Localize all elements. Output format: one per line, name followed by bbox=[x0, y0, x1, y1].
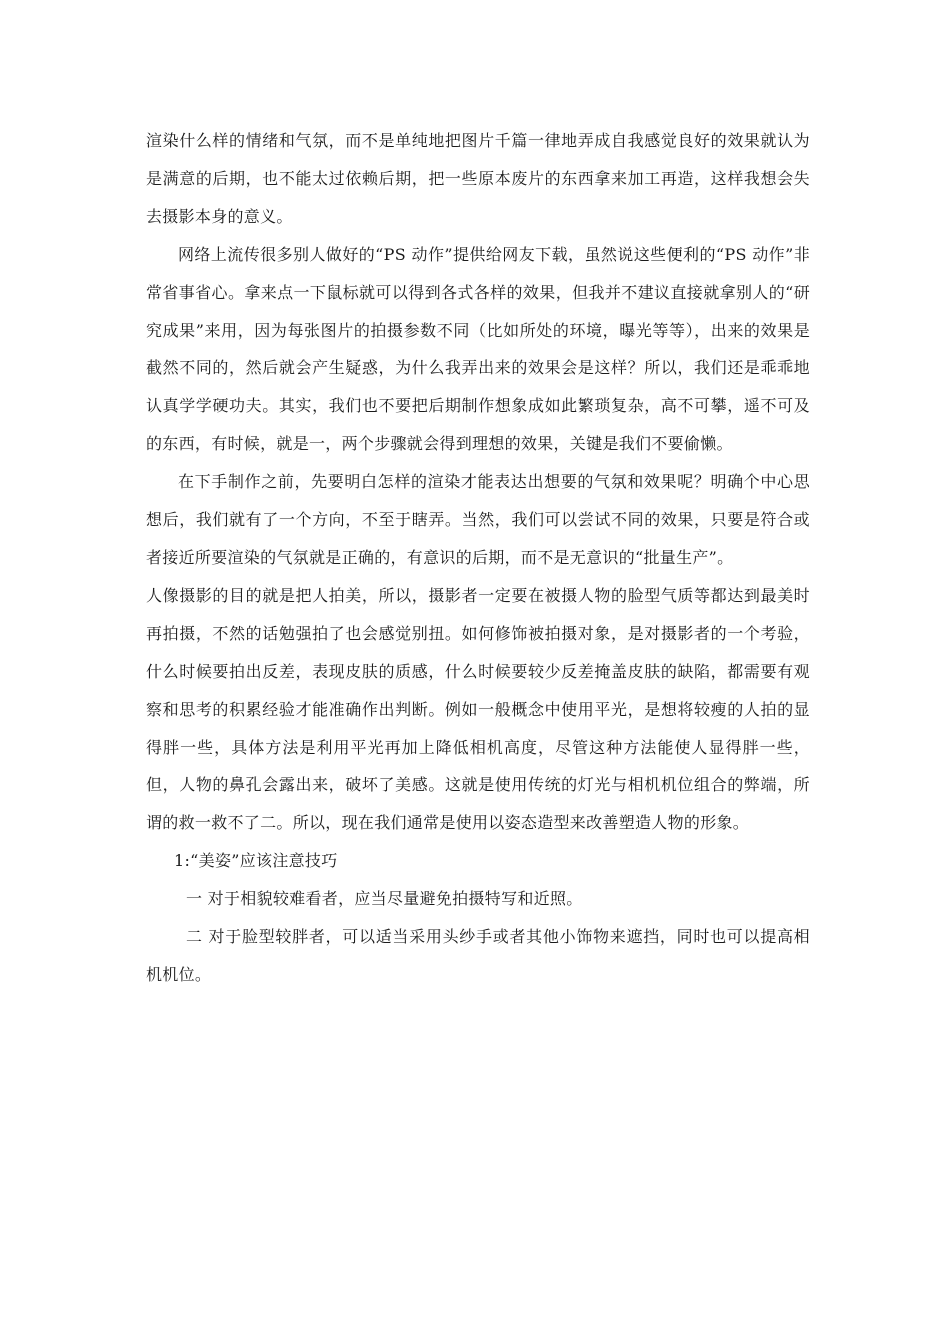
paragraph-rendering-intro: 渲染什么样的情绪和气氛，而不是单纯地把图片千篇一律地弄成自我感觉良好的效果就认为是满意的后期，也不能太过依赖后期，把一些原本废片的东西拿来加工再造，这样我想会失去摄影本身的意义。 bbox=[146, 131, 810, 226]
tip-item-2: 二 对于脸型较胖者，可以适当采用头纱手或者其他小饰物来遮挡，同时也可以提高相机机位。 bbox=[146, 927, 810, 984]
section-heading: 1:“美姿”应该注意技巧 bbox=[174, 851, 338, 871]
paragraph-portrait-photography: 人像摄影的目的就是把人拍美，所以，摄影者一定要在被摄人物的脸型气质等都达到最美时再拍摄，不然的话勉强拍了也会感觉别扭。如何修饰被拍摄对象，是对摄影者的一个考验，什么时候要拍出反差，表现皮肤的质感，什么时候要较少反差掩盖皮肤的缺陷，都需要有观察和思考的积累经验才能准确作出判断。例如一般概念中使用平光，是想将较瘦的人拍的显得胖一些，具体方法是利用平光再加上降低相机高度，尽管这种方法能使人显得胖一些，但，人物的鼻孔会露出来，破坏了美感。这就是使用传统的灯光与相机机位组合的弊端，所谓的救一救不了二。所以，现在我们通常是使用以姿态造型来改善塑造人物的形象。 bbox=[146, 585, 810, 833]
document-body bbox=[146, 122, 810, 994]
paragraph-before-editing: 在下手制作之前，先要明白怎样的渲染才能表达出想要的气氛和效果呢？明确个中心思想后，我们就有了一个方向，不至于瞎弄。当然，我们可以尝试不同的效果，只要是符合或者接近所要渲染的气氛就是正确的，有意识的后期，而不是无意识的“批量生产”。 bbox=[146, 472, 810, 567]
tip-item-1: 一 对于相貌较难看者，应当尽量避免拍摄特写和近照。 bbox=[186, 889, 583, 909]
paragraph-ps-actions: 网络上流传很多别人做好的“PS 动作”提供给网友下载，虽然说这些便利的“PS 动作”非常省事省心。拿来点一下鼠标就可以得到各式各样的效果，但我并不建议直接就拿别人的“研究成果”来用，因为每张图片的拍摄参数不同（比如所处的环境，曝光等等），出来的效果是截然不同的，然后就会产生疑惑，为什么我弄出来的效果会是这样？所以，我们还是乖乖地认真学学硬功夫。其实，我们也不要把后期制作想象成如此繁琐复杂，高不可攀，遥不可及的东西，有时候，就是一，两个步骤就会得到理想的效果，关键是我们不要偷懒。 bbox=[146, 244, 810, 454]
